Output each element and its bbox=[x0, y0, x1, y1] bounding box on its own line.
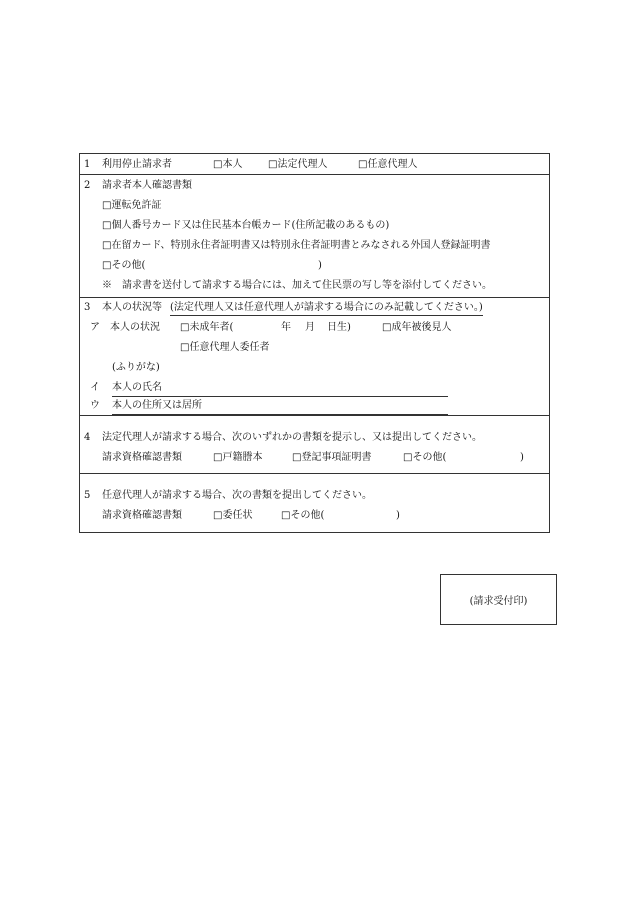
principal-status-label: 本人の状況等 bbox=[102, 302, 162, 313]
section-number: 3 bbox=[84, 302, 91, 313]
furigana-label: (ふりがな) bbox=[112, 362, 160, 373]
address-item-letter: ウ bbox=[90, 400, 100, 411]
section-number: 1 bbox=[84, 159, 91, 170]
checkbox-minor[interactable]: □未成年者( bbox=[180, 322, 234, 333]
name-item-letter: イ bbox=[90, 382, 100, 393]
checkbox-principal[interactable]: □任意代理人委任者 bbox=[180, 342, 270, 353]
request-form-table bbox=[79, 153, 550, 533]
checkbox-power-of-attorney[interactable]: □委任状 bbox=[213, 510, 253, 521]
checkbox-self[interactable]: □本人 bbox=[213, 159, 243, 170]
principal-name-field[interactable] bbox=[112, 396, 448, 397]
checkbox-my-number-card[interactable]: □個人番号カード又は住民基本台帳カード(住所記載のあるもの) bbox=[102, 220, 390, 231]
reception-stamp-box bbox=[440, 574, 557, 625]
month-label: 月 bbox=[305, 322, 315, 333]
principal-name-label: 本人の氏名 bbox=[112, 382, 162, 393]
checkbox-adult-ward[interactable]: □成年被後見人 bbox=[382, 322, 452, 333]
id-documents-label: 請求者本人確認書類 bbox=[102, 180, 192, 191]
checkbox-legal-agent[interactable]: □法定代理人 bbox=[268, 159, 328, 170]
birth-day-label: 日生) bbox=[327, 322, 351, 333]
section-number: 5 bbox=[84, 490, 91, 501]
principal-address-field[interactable] bbox=[112, 414, 448, 415]
reception-stamp-label: (請求受付印) bbox=[469, 596, 528, 607]
legal-agent-instruction: 法定代理人が請求する場合、次のいずれかの書類を提示し、又は提出してください。 bbox=[102, 432, 482, 443]
checkbox-voluntary-agent[interactable]: □任意代理人 bbox=[358, 159, 418, 170]
other-document-close-paren: ) bbox=[318, 260, 322, 271]
status-a-label: ア 本人の状況 bbox=[90, 322, 160, 333]
checkbox-drivers-license[interactable]: □運転免許証 bbox=[102, 200, 162, 211]
section-requester bbox=[80, 154, 549, 175]
principal-address-label: 本人の住所又は居所 bbox=[112, 400, 202, 411]
checkbox-voluntary-other[interactable]: □その他( bbox=[281, 510, 325, 521]
legal-other-close-paren: ) bbox=[520, 452, 524, 463]
voluntary-agent-instruction: 任意代理人が請求する場合、次の書類を提出してください。 bbox=[102, 490, 372, 501]
section-id-documents bbox=[80, 175, 549, 298]
voluntary-agent-doc-label: 請求資格確認書類 bbox=[102, 510, 182, 521]
section-legal-agent-docs bbox=[80, 416, 549, 474]
checkbox-residence-card[interactable]: □在留カード、特別永住者証明書又は特別永住者証明書とみなされる外国人登録証明書 bbox=[102, 240, 491, 251]
checkbox-registry-certificate[interactable]: □登記事項証明書 bbox=[292, 452, 372, 463]
mailing-note: ※ 請求書を送付して請求する場合には、加えて住民票の写し等を添付してください。 bbox=[102, 280, 492, 291]
principal-status-note: (法定代理人又は任意代理人が請求する場合にのみ記載してください。) bbox=[170, 302, 483, 316]
checkbox-other-document[interactable]: □その他( bbox=[102, 260, 146, 271]
section-number: 4 bbox=[84, 432, 91, 443]
voluntary-other-close-paren: ) bbox=[396, 510, 400, 521]
checkbox-legal-other[interactable]: □その他( bbox=[403, 452, 447, 463]
section-principal-status bbox=[80, 298, 549, 416]
section-number: 2 bbox=[84, 180, 91, 191]
year-label: 年 bbox=[281, 322, 291, 333]
checkbox-family-register[interactable]: □戸籍謄本 bbox=[213, 452, 263, 463]
section-voluntary-agent-docs bbox=[80, 474, 549, 532]
requester-label: 利用停止請求者 bbox=[102, 159, 172, 170]
legal-agent-doc-label: 請求資格確認書類 bbox=[102, 452, 182, 463]
